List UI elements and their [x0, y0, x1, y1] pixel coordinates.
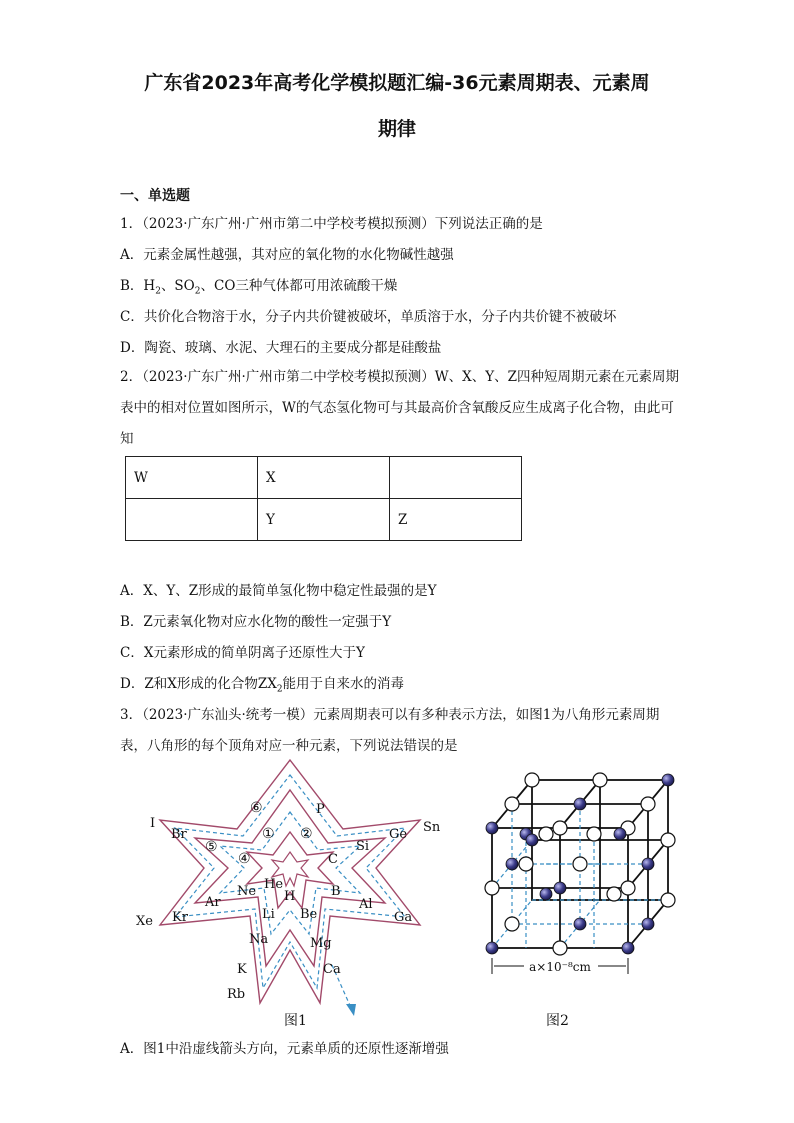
element-label: I — [150, 816, 156, 831]
table-row — [126, 457, 522, 499]
element-label: Br — [171, 827, 187, 842]
figure-2-caption: 图2 — [546, 1013, 569, 1029]
q2-option-b: B．Z元素氧化物对应水化物的酸性一定强于Y — [120, 614, 392, 630]
element-label: Ge — [389, 827, 408, 842]
element-label: Si — [356, 839, 370, 854]
white-atom — [607, 887, 621, 901]
white-atom — [505, 797, 519, 811]
element-label: C — [328, 852, 338, 867]
dark-atom — [540, 888, 552, 900]
element-label: Li — [262, 907, 275, 922]
dark-atom — [526, 834, 538, 846]
q2-stem: 2．（2023·广东广州·广州市第二中学校考模拟预测）W、X、Y、Z四种短周期元素在元素周期表中的相对位置如图所示，W的气态氢化物可与其最高价含氧酸反应生成离子化合物，由此可知 — [120, 369, 680, 447]
white-atom — [553, 941, 567, 955]
white-atom — [485, 881, 499, 895]
white-atom — [593, 773, 607, 787]
white-atom — [519, 857, 533, 871]
dark-atom — [642, 858, 654, 870]
dark-atom — [486, 942, 498, 954]
dark-atom — [506, 858, 518, 870]
dark-atom — [574, 798, 586, 810]
lattice-constant-label: a×10⁻⁸cm — [529, 960, 591, 974]
white-atom — [505, 917, 519, 931]
element-label: Al — [359, 897, 373, 912]
dark-atom — [486, 822, 498, 834]
outer-star — [160, 760, 420, 1003]
q3-option-a: A．图1中沿虚线箭头方向，元素单质的还原性逐渐增强 — [120, 1041, 449, 1057]
dashed-star-inner — [220, 812, 360, 934]
white-atom — [573, 857, 587, 871]
dark-atom — [574, 918, 586, 930]
element-label: Ar — [205, 895, 221, 910]
q1-option-c: C．共价化合物溶于水，分子内共价键被破坏，单质溶于水，分子内共价键不被破坏 — [120, 309, 617, 325]
circled-number: ⑥ — [250, 800, 263, 816]
q1-option-b: B．$H_2$、$SO_2$、CO三种气体都可用浓硫酸干燥 — [120, 278, 398, 297]
white-atom — [539, 827, 553, 841]
dark-atom — [614, 828, 626, 840]
white-atom — [661, 893, 675, 907]
arrow-head-icon — [346, 1004, 356, 1016]
circled-number: ① — [262, 826, 275, 842]
section-heading: 一、单选题 — [120, 188, 190, 204]
element-label: Ne — [237, 884, 257, 899]
element-position-table — [125, 456, 522, 541]
circled-number: ⑤ — [205, 839, 218, 855]
q2-option-d: D．Z和X形成的化合物$ZX_2$能用于自来水的消毒 — [120, 676, 405, 695]
circled-number: ④ — [238, 851, 251, 867]
figure-2-crystal-cell — [480, 768, 680, 983]
table-cell: W — [126, 457, 258, 499]
table-row — [126, 499, 522, 541]
table-cell — [126, 499, 258, 541]
element-label: K — [237, 962, 247, 977]
q1-option-a: A．元素金属性越强，其对应的氧化物的水化物碱性越强 — [120, 247, 454, 263]
element-label: He — [264, 877, 284, 892]
element-label: Na — [249, 932, 269, 947]
table-cell: X — [258, 457, 390, 499]
element-label: P — [316, 802, 325, 817]
dashed-star-outer — [175, 775, 408, 988]
dark-atom — [554, 882, 566, 894]
element-label: H — [284, 889, 296, 904]
q1-option-d: D．陶瓷、玻璃、水泥、大理石的主要成分都是硅酸盐 — [120, 340, 442, 356]
q2-option-a: A．X、Y、Z形成的最简单氢化物中稳定性最强的是Y — [120, 583, 437, 599]
q3-stem: 3．（2023·广东汕头·统考一模）元素周期表可以有多种表示方法，如图1为八角形元素周期表，八角形的每个顶角对应一种元素，下列说法错误的是 — [120, 707, 660, 754]
dark-atom — [662, 774, 674, 786]
white-atom — [587, 827, 601, 841]
white-atom — [553, 821, 567, 835]
page-title-line2: 期律 — [377, 118, 416, 140]
q1-stem: 1．（2023·广东广州·广州市第二中学校考模拟预测）下列说法正确的是 — [120, 216, 543, 232]
figure-1-caption: 图1 — [284, 1013, 307, 1029]
table-cell: Y — [258, 499, 390, 541]
table-cell — [390, 457, 522, 499]
circled-number: ② — [300, 826, 313, 842]
white-atom — [525, 773, 539, 787]
white-atom — [621, 881, 635, 895]
element-label: Kr — [172, 910, 188, 925]
element-label: Ga — [394, 910, 413, 925]
white-atom — [641, 797, 655, 811]
table-cell: Z — [390, 499, 522, 541]
figure-1-octagonal-periodic-table — [125, 755, 455, 1025]
element-label: Ca — [323, 962, 341, 977]
dark-atom — [642, 918, 654, 930]
element-label: Mg — [310, 936, 332, 951]
dark-atom — [622, 942, 634, 954]
element-label: Sn — [423, 820, 441, 835]
element-label: B — [331, 884, 341, 899]
q2-option-c: C．X元素形成的简单阴离子还原性大于Y — [120, 645, 365, 661]
page-title-line1: 广东省2023年高考化学模拟题汇编-36元素周期表、元素周 — [144, 72, 650, 94]
element-label: Xe — [136, 914, 153, 929]
white-atom — [661, 833, 675, 847]
element-label: Be — [300, 907, 318, 922]
element-label: Rb — [227, 987, 246, 1002]
